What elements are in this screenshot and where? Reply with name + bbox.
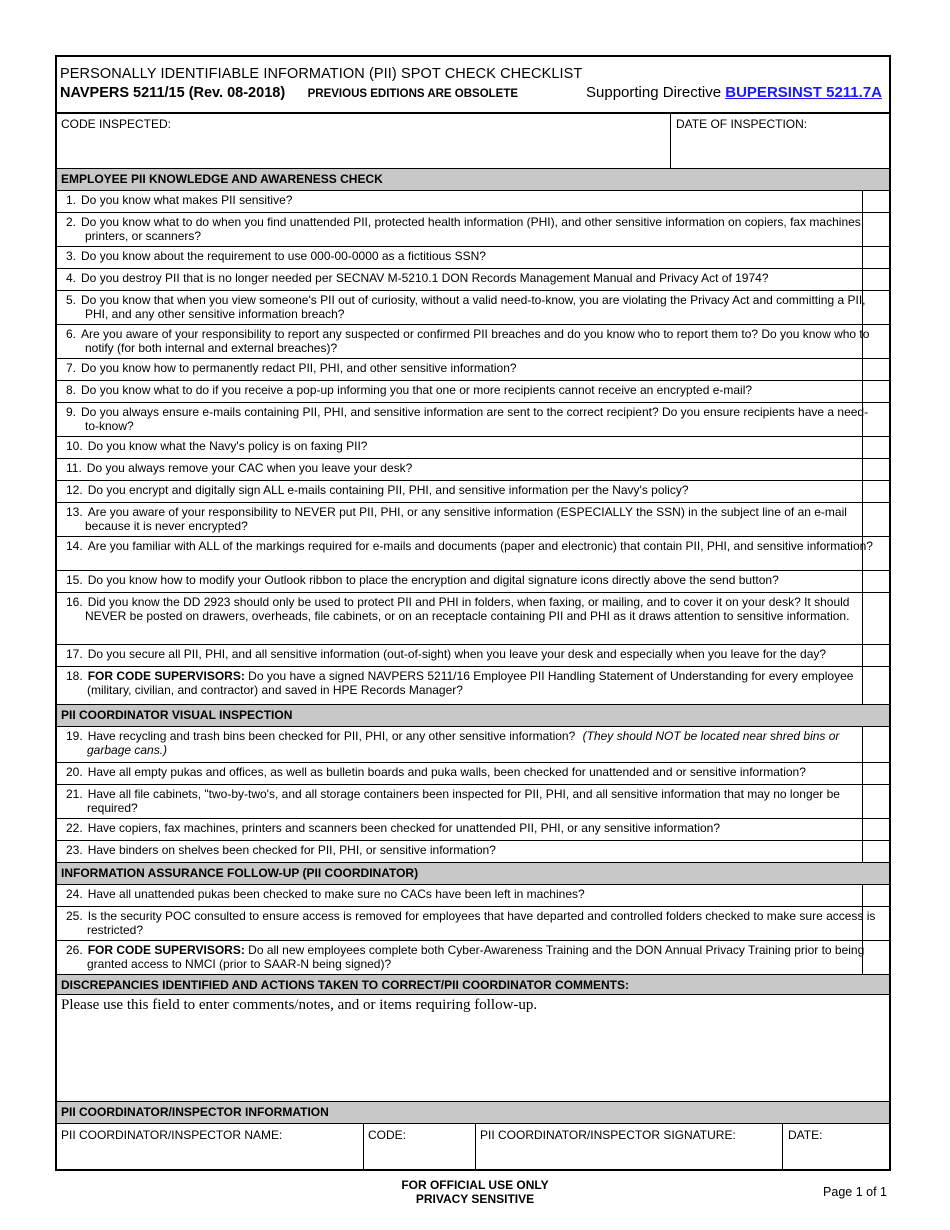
question-text [66,293,880,321]
question-row [57,571,889,593]
obsolete-notice: PREVIOUS EDITIONS ARE OBSOLETE [307,88,519,100]
answer-checkbox[interactable] [862,593,889,644]
form-number: NAVPERS 5211/15 (Rev. 08-2018) [60,85,286,101]
question-text [66,787,882,815]
question-number: 9. [66,405,77,419]
inspector-name-label: PII COORDINATOR/INSPECTOR NAME: [61,1128,283,1142]
question-number: 14. [66,539,83,553]
question-body: Have copiers, fax machines, printers and scanners been checked for unattended PII, PHI, or any sensitive information? [87,821,721,835]
answer-checkbox[interactable] [862,907,889,940]
question-row [57,503,889,537]
inspector-date-field[interactable] [783,1124,889,1169]
answer-checkbox[interactable] [862,213,889,246]
answer-checkbox[interactable] [862,841,889,862]
question-row [57,763,889,785]
question-row [57,593,889,645]
question-number: 16. [66,595,83,609]
answer-checkbox[interactable] [862,381,889,402]
question-number: 17. [66,647,83,661]
question-row [57,885,889,907]
supporting-directive-link[interactable]: BUPERSINST 5211.7A [725,84,882,101]
question-row [57,191,889,213]
page-number: Page 1 of 1 [823,1185,887,1199]
section-header-discrepancies: DISCREPANCIES IDENTIFIED AND ACTIONS TAKEN TO CORRECT/PII COORDINATOR COMMENTS: [57,975,889,995]
question-body: Do you know about the requirement to use 000-00-0000 as a fictitious SSN? [81,249,486,263]
question-bold-prefix: FOR CODE SUPERVISORS: [87,943,245,957]
question-text [66,439,880,453]
question-text [66,887,882,901]
date-of-inspection-field[interactable] [671,112,889,168]
question-number: 7. [66,361,77,375]
question-text [66,249,880,263]
question-row [57,359,889,381]
question-number: 19. [66,729,83,743]
question-text [66,461,880,475]
inspector-date-label: DATE: [788,1128,823,1142]
question-text [66,647,880,661]
answer-checkbox[interactable] [862,941,889,974]
question-row [57,537,889,571]
question-row [57,819,889,841]
answer-checkbox[interactable] [862,763,889,784]
question-text [66,765,882,779]
question-row [57,645,889,667]
answer-checkbox[interactable] [862,503,889,536]
question-body: Have all unattended pukas been checked to make sure no CACs have been left in machines? [87,887,585,901]
answer-checkbox[interactable] [862,885,889,906]
question-number: 20. [66,765,83,779]
question-body: Did you know the DD 2923 should only be used to protect PII and PHI in folders, when faxing, or mailing, and to cover it on your desk? It should NEVER be posted on drawers, overheads, file cabinets, or on an receptacle containing PII and PHI as it draws attention to sensitive information. [85,595,850,623]
question-body: Is the security POC consulted to ensure access is removed for employees that have departed and controlled folders checked to make sure access is restricted? [87,909,876,937]
answer-checkbox[interactable] [862,291,889,324]
question-text [66,383,880,397]
answer-checkbox[interactable] [862,481,889,502]
code-inspected-field[interactable] [57,112,671,168]
question-body: Do you know what the Navy's policy is on faxing PII? [87,439,368,453]
answer-checkbox[interactable] [862,191,889,212]
question-row [57,325,889,359]
question-text [66,505,880,533]
answer-checkbox[interactable] [862,571,889,592]
question-text [66,595,880,623]
question-body: Do you know what to do if you receive a pop-up informing you that one or more recipients cannot receive an encrypted e-mail? [81,383,753,397]
question-body: Have binders on shelves been checked for PII, PHI, or sensitive information? [87,843,496,857]
section-header-followup: INFORMATION ASSURANCE FOLLOW-UP (PII COORDINATOR) [57,863,889,885]
question-number: 2. [66,215,77,229]
question-text [66,943,882,971]
inspector-signature-label: PII COORDINATOR/INSPECTOR SIGNATURE: [480,1128,736,1142]
answer-checkbox[interactable] [862,667,889,704]
answer-checkbox[interactable] [862,325,889,358]
question-body: Do you know what makes PII sensitive? [81,193,293,207]
checklist-form [55,55,891,1171]
question-text [66,215,880,243]
section-header-visual: PII COORDINATOR VISUAL INSPECTION [57,705,889,727]
section-header-inspector: PII COORDINATOR/INSPECTOR INFORMATION [57,1102,889,1124]
inspector-name-field[interactable] [57,1124,364,1169]
supporting-directive [586,84,882,101]
supporting-directive-label: Supporting Directive [586,84,722,101]
question-body: Do you know what to do when you find unattended PII, protected health information (PHI), and other sensitive information on copiers, fax machines, printers, or scanners? [81,215,865,243]
question-number: 21. [66,787,83,801]
question-text [66,361,880,375]
question-row [57,437,889,459]
question-row [57,481,889,503]
answer-checkbox[interactable] [862,269,889,290]
inspector-code-label: CODE: [368,1128,407,1142]
answer-checkbox[interactable] [862,727,889,762]
question-row [57,381,889,403]
question-number: 6. [66,327,77,341]
question-row [57,403,889,437]
inspector-info-row [57,1124,889,1169]
question-number: 5. [66,293,77,307]
question-row [57,727,889,763]
question-body: Do you know how to permanently redact PII, PHI, and other sensitive information? [81,361,517,375]
question-body: Have all empty pukas and offices, as well as bulletin boards and puka walls, been checked for unattended and or sensitive information? [87,765,806,779]
answer-checkbox[interactable] [862,459,889,480]
question-body: Do you know how to modify your Outlook ribbon to place the encryption and digital signature icons directly above the send button? [87,573,779,587]
answer-checkbox[interactable] [862,247,889,268]
question-row [57,841,889,863]
answer-checkbox[interactable] [862,785,889,818]
question-body: Are you familiar with ALL of the markings required for e-mails and documents (paper and electronic) that contain PII, PHI, and sensitive information? [87,539,873,553]
question-body: Are you aware of your responsibility to report any suspected or confirmed PII breaches and do you know who to report them to? Do you know who to notify (for both internal and external breaches)? [81,327,870,355]
footer-privacy: PRIVACY SENSITIVE [415,1192,535,1206]
footer-fouo: FOR OFFICIAL USE ONLY [401,1178,549,1192]
question-body: Have recycling and trash bins been checked for PII, PHI, or any other sensitive information? [87,729,576,743]
question-body: Do all new employees complete both Cyber-Awareness Training and the DON Annual Privacy Training prior to being granted access to NMCI (prior to SAAR-N being signed)? [87,943,865,971]
question-text [66,483,880,497]
question-row [57,667,889,705]
question-body: Have all file cabinets, "two-by-two's, and all storage containers been inspected for PII, PHI, and all sensitive information that may no longer be required? [87,787,840,815]
question-body: Do you always remove your CAC when you leave your desk? [86,461,413,475]
question-row [57,907,889,941]
question-body: Are you aware of your responsibility to NEVER put PII, PHI, or any sensitive information (ESPECIALLY the SSN) in the subject line of an e-mail because it is never encrypted? [85,505,847,533]
question-number: 4. [66,271,77,285]
question-row [57,291,889,325]
question-number: 25. [66,909,83,923]
question-text [66,909,882,937]
question-row [57,269,889,291]
inspector-code-field[interactable] [364,1124,476,1169]
question-number: 13. [66,505,83,519]
question-body: Do you encrypt and digitally sign ALL e-mails containing PII, PHI, and sensitive information per the Navy's policy? [87,483,689,497]
answer-checkbox[interactable] [862,537,889,570]
answer-checkbox[interactable] [862,819,889,840]
question-text [66,573,880,587]
question-number: 1. [66,193,77,207]
question-number: 8. [66,383,77,397]
question-body: Do you destroy PII that is no longer needed per SECNAV M-5210.1 DON Records Management Manual and Privacy Act of 1974? [81,271,769,285]
question-text [66,271,880,285]
question-number: 26. [66,943,83,957]
question-number: 15. [66,573,83,587]
question-number: 3. [66,249,77,263]
answer-checkbox[interactable] [862,403,889,436]
answer-checkbox[interactable] [862,437,889,458]
date-of-inspection-label: DATE OF INSPECTION: [676,117,808,131]
question-number: 24. [66,887,83,901]
question-body: Do you always ensure e-mails containing PII, PHI, and sensitive information are sent to the correct recipient? Do you ensure recipients have a need-to-know? [81,405,869,433]
question-text [66,539,880,553]
question-number: 22. [66,821,83,835]
question-text [66,669,882,697]
question-row [57,459,889,481]
form-id-line [60,84,518,102]
form-header [57,57,889,114]
question-text [66,821,882,835]
question-body: Do you know that when you view someone's PII out of curiosity, without a valid need-to-know, you are violating the Privacy Act and committing a PII, PHI, and any other sensitive information breach? [81,293,866,321]
question-body: Do you have a signed NAVPERS 5211/16 Employee PII Handling Statement of Understanding for every employee (military, civilian, and contractor) and saved in HPE Records Manager? [87,669,854,697]
answer-checkbox[interactable] [862,645,889,666]
question-number: 12. [66,483,83,497]
section-header-employee: EMPLOYEE PII KNOWLEDGE AND AWARENESS CHECK [57,169,889,191]
question-row [57,247,889,269]
question-bold-prefix: FOR CODE SUPERVISORS: [87,669,245,683]
question-text [66,193,880,207]
question-text [66,405,880,433]
footer-classification [0,1178,950,1206]
comments-field[interactable]: Please use this field to enter comments/notes, and or items requiring follow-up. [61,997,538,1013]
inspector-signature-field[interactable] [476,1124,783,1169]
form-title: PERSONALLY IDENTIFIABLE INFORMATION (PII) SPOT CHECK CHECKLIST [60,66,583,82]
question-note: (They should NOT be located near shred bins or garbage cans.) [87,729,840,757]
code-inspected-label: CODE INSPECTED: [61,117,172,131]
question-row [57,941,889,975]
question-row [57,785,889,819]
question-number: 23. [66,843,83,857]
question-text [66,729,882,757]
question-text [66,843,882,857]
question-number: 10. [66,439,83,453]
question-text [66,327,880,355]
question-row [57,213,889,247]
answer-checkbox[interactable] [862,359,889,380]
question-body: Do you secure all PII, PHI, and all sensitive information (out-of-sight) when you leave your desk and especially when you leave for the day? [87,647,827,661]
question-number: 18. [66,669,83,683]
question-number: 11. [66,461,82,475]
